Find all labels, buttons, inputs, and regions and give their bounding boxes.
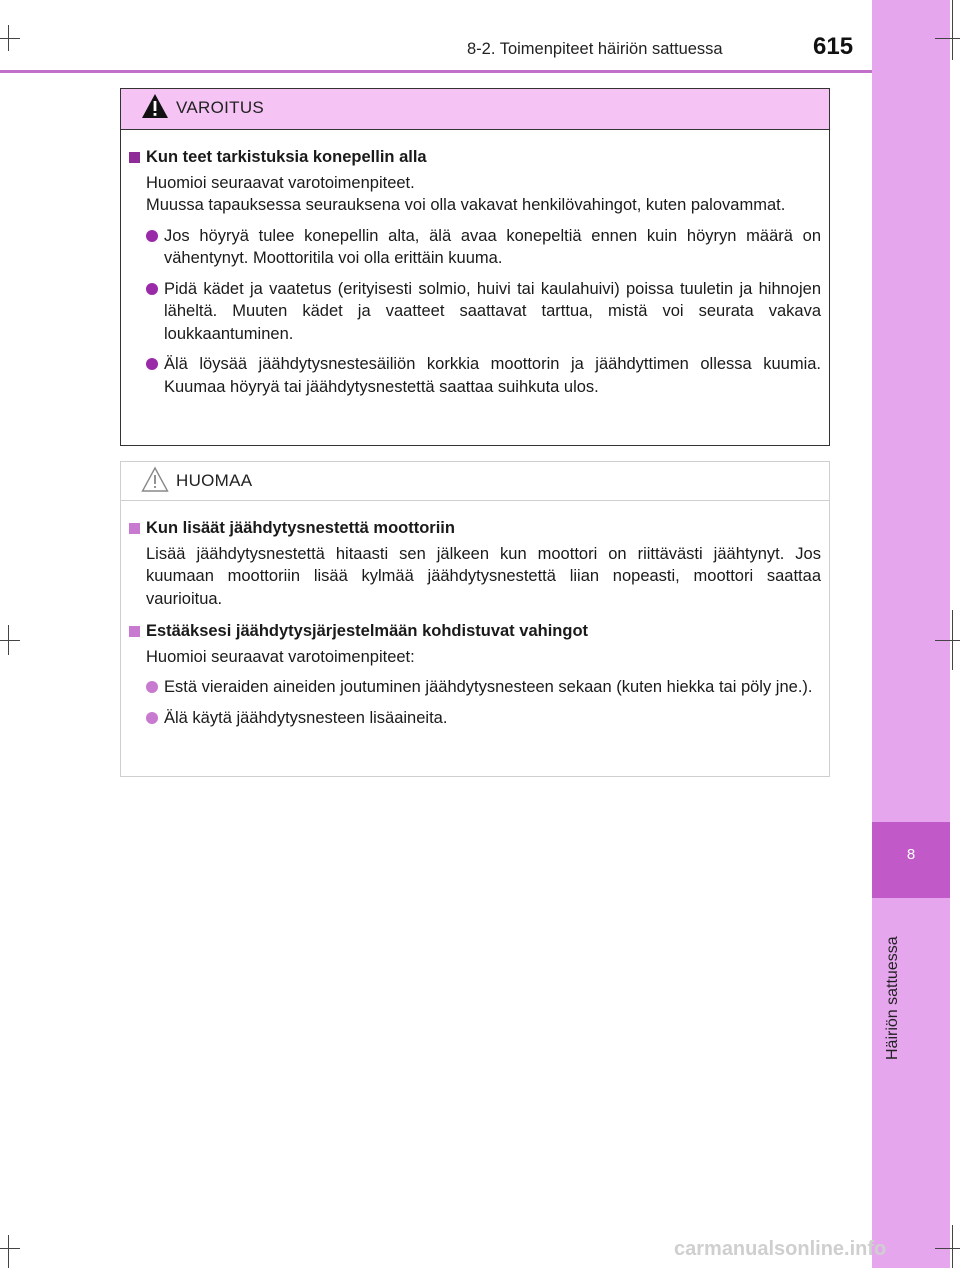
- warning-box: [120, 88, 830, 446]
- chapter-number: 8: [906, 846, 916, 863]
- bullet-dot-icon: [146, 712, 158, 724]
- page-number: 615: [813, 33, 854, 60]
- notice-intro-2: Huomioi seuraavat varotoimenpiteet:: [146, 647, 415, 666]
- watermark: carmanualsonline.info: [674, 1238, 887, 1260]
- notice-triangle-icon: [141, 464, 169, 499]
- notice-title: HUOMAA: [176, 471, 253, 490]
- notice-heading-2: Estääksesi jäähdytysjärjestelmään kohdistuvat vahingot: [127, 620, 821, 643]
- warning-triangle-icon: [141, 91, 169, 126]
- chapter-tab: [872, 822, 950, 898]
- notice-text-1: Lisää jäähdytysnestettä hitaasti sen jälkeen kun moottori on riittävästi jäähtynyt. Jos kuumaan moottoriin lisää kylmää jäähdytysnestettä liian nopeasti, moottori saattaa vaurioitua.: [146, 544, 821, 608]
- list-item: Jos höyryä tulee konepellin alta, älä avaa konepeltiä ennen kuin höyryn määrä on vähentynyt. Moottoritila voi olla erittäin kuuma.: [127, 225, 821, 270]
- section-title: 8-2. Toimenpiteet häiriön sattuessa: [467, 40, 723, 58]
- warning-header: [121, 89, 829, 130]
- warning-title: VAROITUS: [176, 98, 265, 117]
- header-rule: [0, 70, 872, 73]
- list-item: Älä löysää jäähdytysnestesäiliön korkkia moottorin ja jäähdyttimen ollessa kuumia. Kuumaa höyryä tai jäähdytysnestettä saattaa suihkuta ulos.: [127, 353, 821, 398]
- list-item: Pidä kädet ja vaatetus (erityisesti solmio, huivi tai kaulahuivi) poissa tuuletin ja hihnojen läheltä. Muuten kädet ja vaatteet saattavat tarttua, mistä voi seurata vakava loukkaantuminen.: [127, 278, 821, 346]
- square-bullet-icon: [129, 523, 140, 534]
- bullet-dot-icon: [146, 230, 158, 242]
- warning-intro: Huomioi seuraavat varotoimenpiteet. Muussa tapauksessa seurauksena voi olla vakavat henkilövahingot, kuten palovammat.: [146, 173, 786, 214]
- list-item: Älä käytä jäähdytysnesteen lisäaineita.: [127, 707, 821, 730]
- square-bullet-icon: [129, 152, 140, 163]
- chapter-title: Häiriön sattuessa: [884, 936, 901, 1060]
- notice-header: [121, 462, 829, 501]
- square-bullet-icon: [129, 626, 140, 637]
- notice-heading-1: Kun lisäät jäähdytysnestettä moottoriin: [127, 517, 821, 540]
- warning-heading: Kun teet tarkistuksia konepellin alla: [127, 146, 821, 169]
- bullet-dot-icon: [146, 283, 158, 295]
- chapter-sidebar: [872, 0, 950, 1268]
- notice-box: [120, 461, 830, 777]
- bullet-dot-icon: [146, 358, 158, 370]
- bullet-dot-icon: [146, 681, 158, 693]
- list-item: Estä vieraiden aineiden joutuminen jäähdytysnesteen sekaan (kuten hiekka tai pöly jne.).: [127, 676, 821, 699]
